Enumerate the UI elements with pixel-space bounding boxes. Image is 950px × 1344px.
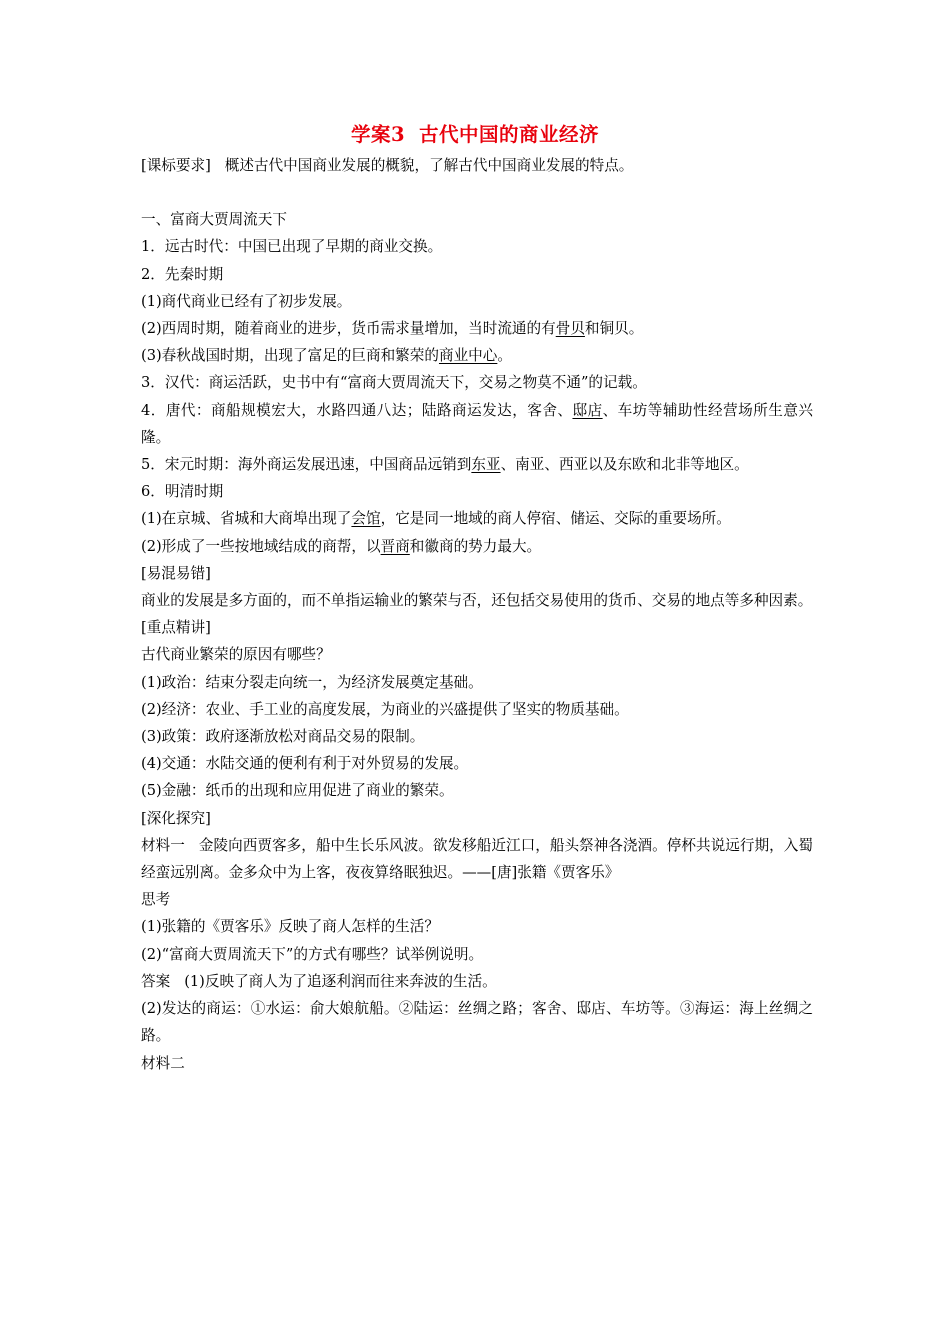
think-label: 思考 [141, 891, 171, 909]
key-term: 骨贝 [555, 320, 585, 338]
page-title [0, 118, 950, 152]
explore-label: [深化探究] [141, 809, 211, 827]
curriculum-requirement: [课标要求] 概述古代中国商业发展的概貌，了解古代中国商业发展的特点。 [141, 157, 634, 174]
answer: (2)发达的商运：①水运：俞大娘航船。②陆运：丝绸之路；客舍、邸店、车坊等。③海运：海上丝绸之路。 [141, 1000, 813, 1045]
question: (1)张籍的《贾客乐》反映了商人怎样的生活？ [141, 918, 439, 936]
key-term: 东亚 [471, 456, 501, 474]
key-term: 晋商 [380, 537, 410, 555]
key-item: (4)交通：水陆交通的便利有利于对外贸易的发展。 [141, 755, 469, 773]
section-heading: 一、富商大贾周流天下 [141, 211, 287, 229]
confusion-text: 商业的发展是多方面的，而不单指运输业的繁荣与否，还包括交易使用的货币、交易的地点等多种因素。 [141, 592, 813, 610]
paragraph: (3)春秋战国时期，出现了富足的巨商和繁荣的商业中心。 [141, 347, 512, 365]
paragraph: 5．宋元时期：海外商运发展迅速，中国商品远销到东亚、南亚、西亚以及东欧和北非等地区。 [141, 456, 749, 474]
answer: 答案 (1)反映了商人为了追逐利润而往来奔波的生活。 [141, 972, 497, 990]
paragraph: (2)西周时期，随着商业的进步，货币需求量增加，当时流通的有骨贝和铜贝。 [141, 320, 644, 338]
paragraph: 1．远古时代：中国已出现了早期的商业交换。 [141, 238, 443, 256]
key-question: 古代商业繁荣的原因有哪些？ [141, 646, 331, 664]
material-one: 材料一 金陵向西贾客多，船中生长乐风波。欲发移船近江口，船头祭神各浇酒。停杯共说远行期，入蜀经蛮远别离。金多众中为上客，夜夜算络眠独迟。——[唐]张籍《贾客乐》 [141, 836, 813, 882]
key-term: 商业中心 [438, 347, 498, 365]
material-two-label: 材料二 [141, 1054, 185, 1072]
key-term: 邸店 [572, 401, 603, 419]
question: (2)“富商大贾周流天下”的方式有哪些？试举例说明。 [141, 945, 484, 963]
confusion-label: [易混易错] [141, 564, 211, 582]
key-label: [重点精讲] [141, 619, 211, 637]
paragraph: 6．明清时期 [141, 483, 224, 501]
key-item: (2)经济：农业、手工业的高度发展，为商业的兴盛提供了坚实的物质基础。 [141, 700, 629, 718]
title-prefix: 学案3 [350, 123, 406, 146]
paragraph: 3．汉代：商运活跃，史书中有“富商大贾周流天下，交易之物莫不通”的记载。 [141, 374, 647, 392]
key-term: 会馆 [351, 510, 381, 528]
key-item: (1)政治：结束分裂走向统一，为经济发展奠定基础。 [141, 673, 483, 691]
paragraph: 4．唐代：商船规模宏大，水路四通八达；陆路商运发达，客舍、邸店、车坊等辅助性经营场所生意兴隆。 [141, 401, 813, 446]
paragraph: (1)在京城、省城和大商埠出现了会馆，它是同一地域的商人停宿、储运、交际的重要场所。 [141, 510, 731, 528]
key-item: (3)政策：政府逐渐放松对商品交易的限制。 [141, 728, 425, 746]
title-text: 古代中国的商业经济 [419, 123, 600, 146]
document-body [141, 152, 813, 1077]
paragraph: (1)商代商业已经有了初步发展。 [141, 292, 352, 310]
paragraph: (2)形成了一些按地域结成的商帮，以晋商和徽商的势力最大。 [141, 537, 542, 555]
key-item: (5)金融：纸币的出现和应用促进了商业的繁荣。 [141, 782, 454, 800]
paragraph: 2．先秦时期 [141, 265, 224, 283]
